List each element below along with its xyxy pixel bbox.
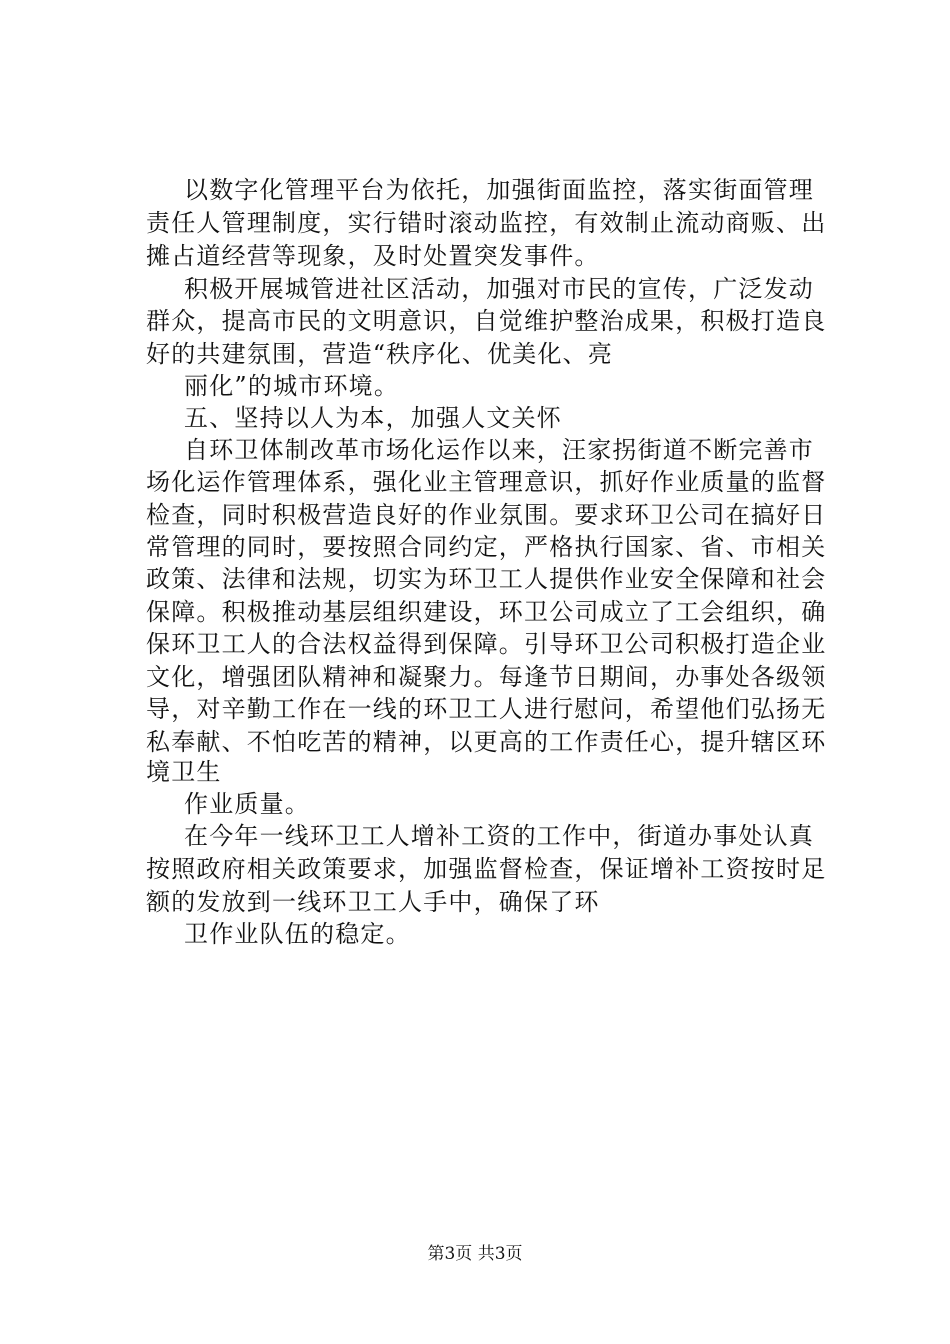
- paragraph-line: 政策、法律和法规，切实为环卫工人提供作业安全保障和社会: [146, 565, 827, 593]
- paragraph-line: 摊占道经营等现象，及时处置突发事件。: [146, 242, 600, 270]
- paragraph-line: 常管理的同时，要按照合同约定，严格执行国家、省、市相关: [146, 533, 827, 561]
- section-heading: 五、坚持以人为本，加强人文关怀: [184, 404, 562, 432]
- paragraph-line: 丽化”的城市环境。: [184, 372, 400, 400]
- paragraph-line: 文化，增强团队精神和凝聚力。每逢节日期间，办事处各级领: [146, 663, 827, 691]
- paragraph-line: 私奉献、不怕吃苦的精神，以更高的工作责任心，提升辖区环: [146, 728, 827, 756]
- paragraph-line: 在今年一线环卫工人增补工资的工作中，街道办事处认真: [184, 822, 814, 850]
- paragraph-line: 积极开展城管进社区活动，加强对市民的宣传，广泛发动: [184, 275, 814, 303]
- paragraph-line: 以数字化管理平台为依托，加强街面监控，落实街面管理: [184, 176, 814, 204]
- page-number-footer: 第3页 共3页: [427, 1244, 523, 1264]
- paragraph-line: 导，对辛勤工作在一线的环卫工人进行慰问，希望他们弘扬无: [146, 695, 827, 723]
- paragraph-line: 检查，同时积极营造良好的作业氛围。要求环卫公司在搞好日: [146, 501, 827, 529]
- paragraph-line: 责任人管理制度，实行错时滚动监控，有效制止流动商贩、出: [146, 209, 827, 237]
- paragraph-line: 场化运作管理体系，强化业主管理意识，抓好作业质量的监督: [146, 468, 827, 496]
- paragraph-line: 群众，提高市民的文明意识，自觉维护整治成果，积极打造良: [146, 307, 827, 335]
- paragraph-line: 作业质量。: [184, 790, 310, 818]
- paragraph-line: 境卫生: [146, 758, 222, 786]
- paragraph-line: 好的共建氛围，营造“秩序化、优美化、亮: [146, 340, 614, 368]
- paragraph-line: 保环卫工人的合法权益得到保障。引导环卫公司积极打造企业: [146, 630, 827, 658]
- paragraph-line: 额的发放到一线环卫工人手中，确保了环: [146, 888, 600, 916]
- paragraph-line: 保障。积极推动基层组织建设，环卫公司成立了工会组织，确: [146, 598, 827, 626]
- paragraph-line: 按照政府相关政策要求，加强监督检查，保证增补工资按时足: [146, 855, 827, 883]
- paragraph-line: 自环卫体制改革市场化运作以来，汪家拐街道不断完善市: [184, 436, 814, 464]
- paragraph-line: 卫作业队伍的稳定。: [184, 920, 411, 948]
